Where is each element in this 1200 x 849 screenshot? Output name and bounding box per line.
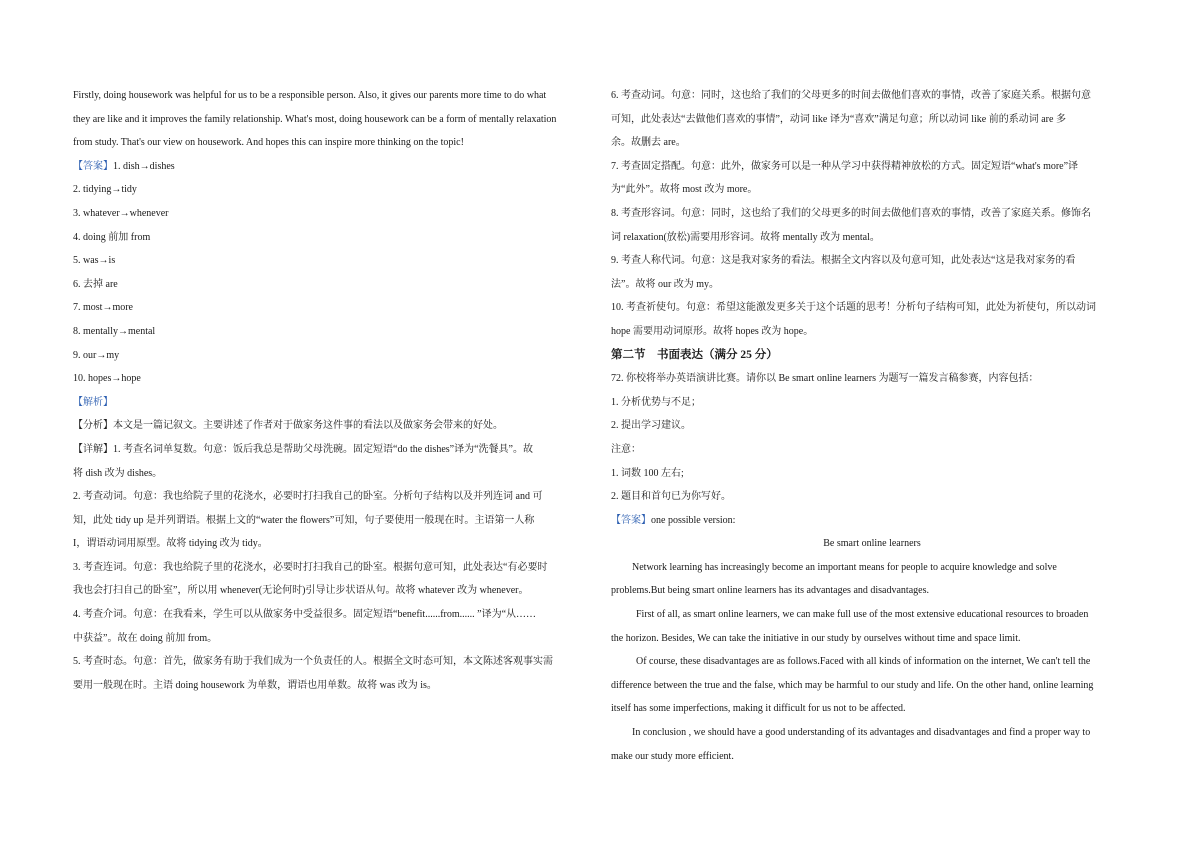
- explanation-line: 可知，此处表达“去做他们喜欢的事情”，动词 like 译为“喜欢”满足句意；所以动词 like 前的系动词 are 多: [611, 113, 1066, 125]
- answer-item: 9. our→my: [73, 349, 120, 361]
- explanation-line: 8. 考查形容词。句意：同时，这也给了我们的父母更多的时间去做他们喜欢的事情，改善了家庭关系。修饰名: [611, 207, 1091, 219]
- passage-line: from study. That's our view on housework. And hopes this can inspire more thinking on the topic!: [73, 137, 464, 149]
- section-title: 第二节 书面表达（满分 25 分）: [611, 348, 778, 361]
- task-line: 1. 分析优势与不足；: [611, 396, 701, 408]
- explanation-line: 4. 考查介词。句意：在我看来，学生可以从做家务中受益很多。固定短语“benefit......from...... ”译为“从……: [73, 609, 537, 621]
- explanation-line: 知，此处 tidy up 是并列谓语。根据上文的“water the flowers”可知，句子要使用一般现在时。主语第一人称: [73, 514, 535, 526]
- answer-item: 3. whatever→whenever: [73, 207, 169, 219]
- essay-line: In conclusion , we should have a good understanding of its advantages and disadvantages and find a proper way to: [632, 727, 1091, 739]
- explanation-line: 【详解】1. 考查名词单复数。句意：饭后我总是帮助父母洗碗。固定短语“do the dishes”译为“洗餐具”。故: [73, 443, 533, 455]
- answer-item: 6. 去掉 are: [73, 278, 118, 290]
- explanation-line: 将 dish 改为 dishes。: [73, 467, 163, 479]
- essay-line: make our study more efficient.: [611, 750, 734, 762]
- essay-title: Be smart online learners: [823, 538, 921, 550]
- analysis-tag: 【解析】: [73, 396, 113, 408]
- explanation-line: 要用一般现在时。主语 doing housework 为单数，谓语也用单数。故将 was 改为 is。: [73, 679, 437, 691]
- explanation-line: 2. 考查动词。句意：我也给院子里的花浇水，必要时打扫我自己的卧室。分析句子结构以及并列连词 and 可: [73, 491, 543, 503]
- answer-intro: one possible version:: [651, 514, 736, 526]
- task-line: 2. 提出学习建议。: [611, 420, 691, 432]
- explanation-line: 5. 考查时态。句意：首先，做家务有助于我们成为一个负责任的人。根据全文时态可知，本文陈述客观事实需: [73, 656, 553, 668]
- explanation-line: 为“此外”。故将 most 改为 more。: [611, 184, 758, 196]
- essay-line: the horizon. Besides, We can take the initiative in our study by ourselves without time and space limit.: [611, 632, 1021, 644]
- answer-item: 2. tidying→tidy: [73, 184, 137, 196]
- explanation-line: 6. 考查动词。句意：同时，这也给了我们的父母更多的时间去做他们喜欢的事情，改善了家庭关系。根据句意: [611, 90, 1091, 101]
- explanation-line: 10. 考查祈使句。句意：希望这能激发更多关于这个话题的思考！分析句子结构可知，此处为祈使句，所以动词: [611, 302, 1096, 314]
- answer-item: 7. most→more: [73, 302, 133, 314]
- essay-line: itself has some imperfections, making it difficult for us not to be affected.: [611, 703, 906, 715]
- passage-line: Firstly, doing housework was helpful for us to be a responsible person. Also, it gives our parents more time to do what: [73, 90, 547, 101]
- essay-line: Network learning has increasingly become an important means for people to acquire knowledge and solve: [632, 561, 1057, 573]
- explanation-line: 9. 考查人称代词。句意：这是我对家务的看法。根据全文内容以及句意可知，此处表达“这是我对家务的看: [611, 255, 1076, 267]
- answer-item: 1. dish→dishes: [113, 160, 175, 172]
- essay-line: First of all, as smart online learners, we can make full use of the most extensive educational resources to broaden: [636, 609, 1089, 621]
- right-column: [611, 84, 1133, 768]
- essay-line: problems.But being smart online learners has its advantages and disadvantages.: [611, 585, 929, 597]
- answer-item: 5. was→is: [73, 255, 116, 267]
- explanation-line: 余。故删去 are。: [611, 137, 686, 149]
- explanation-line: 法”。故将 our 改为 my。: [611, 278, 720, 290]
- task-line: 1. 词数 100 左右;: [611, 467, 684, 479]
- answer-tag: 【答案】: [73, 160, 113, 172]
- task-line: 72. 你校将举办英语演讲比赛。请你以 Be smart online learners 为题写一篇发言稿参赛，内容包括：: [611, 373, 1039, 385]
- explanation-line: 7. 考查固定搭配。句意：此外，做家务可以是一种从学习中获得精神放松的方式。固定短语“what's more”译: [611, 160, 1079, 172]
- explanation-line: I，谓语动词用原型。故将 tidying 改为 tidy。: [73, 538, 268, 550]
- answer-tag: 【答案】: [611, 514, 651, 526]
- explanation-line: 我也会打扫自己的卧室”，所以用 whenever(无论何时)引导让步状语从句。故将 whatever 改为 whenever。: [73, 585, 529, 597]
- explanation-line: 中获益”。故在 doing 前加 from。: [73, 632, 218, 644]
- answer-item: 8. mentally→mental: [73, 325, 156, 337]
- essay-line: Of course, these disadvantages are as follows.Faced with all kinds of information on the internet, We can't tell the: [636, 656, 1091, 668]
- left-column: [73, 84, 591, 697]
- explanation-line: 词 relaxation(放松)需要用形容词。故将 mentally 改为 mental。: [611, 231, 880, 243]
- answer-line: [611, 509, 1133, 533]
- answer-line: [73, 155, 591, 179]
- explanation-line: 【分析】本文是一篇记叙文。主要讲述了作者对于做家务这件事的看法以及做家务会带来的好处。: [73, 420, 503, 432]
- explanation-line: hope 需要用动词原形。故将 hopes 改为 hope。: [611, 325, 814, 337]
- passage-line: they are like and it improves the family relationship. What's most, doing housework can be a form of mentally relaxation: [73, 113, 557, 125]
- essay-line: difference between the true and the false, which may be harmful to our study and life. On the other hand, online learning: [611, 679, 1094, 691]
- explanation-line: 3. 考查连词。句意：我也给院子里的花浇水，必要时打扫我自己的卧室。根据句意可知，此处表达“有必要时: [73, 561, 548, 573]
- task-line: 注意：: [611, 443, 641, 455]
- answer-item: 4. doing 前加 from: [73, 231, 151, 243]
- answer-item: 10. hopes→hope: [73, 373, 141, 385]
- task-line: 2. 题目和首句已为你写好。: [611, 491, 731, 503]
